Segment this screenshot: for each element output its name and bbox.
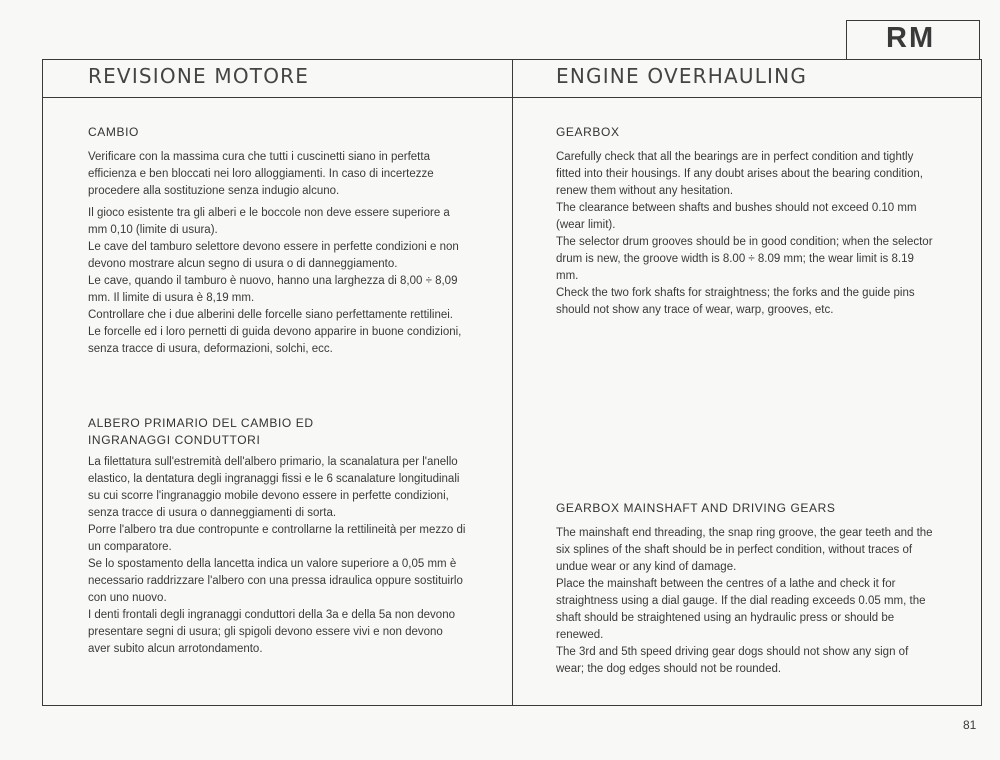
italian-section-cambio — [88, 124, 466, 358]
paragraph: Porre l'albero tra due contropunte e controllarne la rettilineità per mezzo di un comparatore. — [88, 524, 466, 553]
paragraph: La filettatura sull'estremità dell'albero primario, la scanalatura per l'anello elastico, la dentatura degli ingranaggi fissi e le 6 scanalature longitudinali su cui scorre l'ingranaggio mobile devono essere in perfette condizioni, senza tracce di usura o danneggiamenti di sorta. — [88, 456, 460, 519]
paragraph: Se lo spostamento della lancetta indica un valore superiore a 0,05 mm è necessario raddrizzare l'albero con una pressa idraulica oppure sostituirlo con uno nuovo. — [88, 558, 463, 604]
section-title — [88, 415, 466, 449]
section-title-line: ALBERO PRIMARIO DEL CAMBIO ED — [88, 416, 314, 430]
section-title: GEARBOX MAINSHAFT AND DRIVING GEARS — [556, 501, 836, 515]
english-section-mainshaft — [556, 500, 936, 678]
paragraph: Carefully check that all the bearings are in perfect condition and tightly fitted into their housings. If any doubt arises about the bearing condition, renew them without any hesitation. — [556, 151, 923, 197]
paragraph: The mainshaft end threading, the snap ring groove, the gear teeth and the six splines of the shaft should be in perfect condition, without traces of undue wear or any kind of damage. — [556, 527, 933, 573]
paragraph: Controllare che i due alberini delle forcelle siano perfettamente rettilinei. Le forcelle ed i loro pernetti di guida devono apparire in buone condizioni, senza tracce di usura, deformazioni, solchi, ecc. — [88, 309, 462, 355]
section-title-line: INGRANAGGI CONDUTTORI — [88, 433, 261, 447]
italian-header: REVISIONE MOTORE — [88, 64, 310, 88]
paragraph: Check the two fork shafts for straightness; the forks and the guide pins should not show any trace of wear, warp, grooves, etc. — [556, 287, 915, 316]
section-title: CAMBIO — [88, 125, 139, 139]
section-title: GEARBOX — [556, 125, 620, 139]
section-badge: RM — [886, 22, 936, 54]
page-number: 81 — [963, 718, 977, 732]
paragraph: The clearance between shafts and bushes should not exceed 0.10 mm (wear limit). — [556, 202, 917, 231]
english-header: ENGINE OVERHAULING — [556, 64, 808, 88]
english-section-gearbox — [556, 124, 936, 319]
paragraph: Il gioco esistente tra gli alberi e le boccole non deve essere superiore a mm 0,10 (limite di usura). — [88, 207, 450, 236]
column-divider — [512, 59, 513, 706]
paragraph: I denti frontali degli ingranaggi conduttori della 3a e della 5a non devono presentare segni di usura; gli spigoli devono essere vivi e non devono aver subito alcun arrotondamento. — [88, 609, 455, 655]
paragraph: Le cave del tamburo selettore devono essere in perfette condizioni e non devono mostrare alcun segno di usura o di danneggiamento. — [88, 241, 459, 270]
paragraph: The selector drum grooves should be in good condition; when the selector drum is new, the groove width is 8.00 ÷ 8.09 mm; the wear limit is 8.19 mm. — [556, 236, 933, 282]
paragraph: Verificare con la massima cura che tutti i cuscinetti siano in perfetta efficienza e ben bloccati nei loro alloggiamenti. In caso di incertezze procedere alla sostituzione senza indugio alcuno. — [88, 151, 434, 197]
paragraph: The 3rd and 5th speed driving gear dogs should not show any sign of wear; the dog edges should not be rounded. — [556, 646, 909, 675]
paragraph: Le cave, quando il tamburo è nuovo, hanno una larghezza di 8,00 ÷ 8,09 mm. Il limite di usura è 8,19 mm. — [88, 275, 458, 304]
italian-section-albero — [88, 415, 466, 658]
header-divider — [42, 97, 982, 98]
paragraph: Place the mainshaft between the centres of a lathe and check it for straightness using a dial gauge. If the dial reading exceeds 0.05 mm, the shaft should be straightened using an hydraulic press or should be renewed. — [556, 578, 926, 641]
